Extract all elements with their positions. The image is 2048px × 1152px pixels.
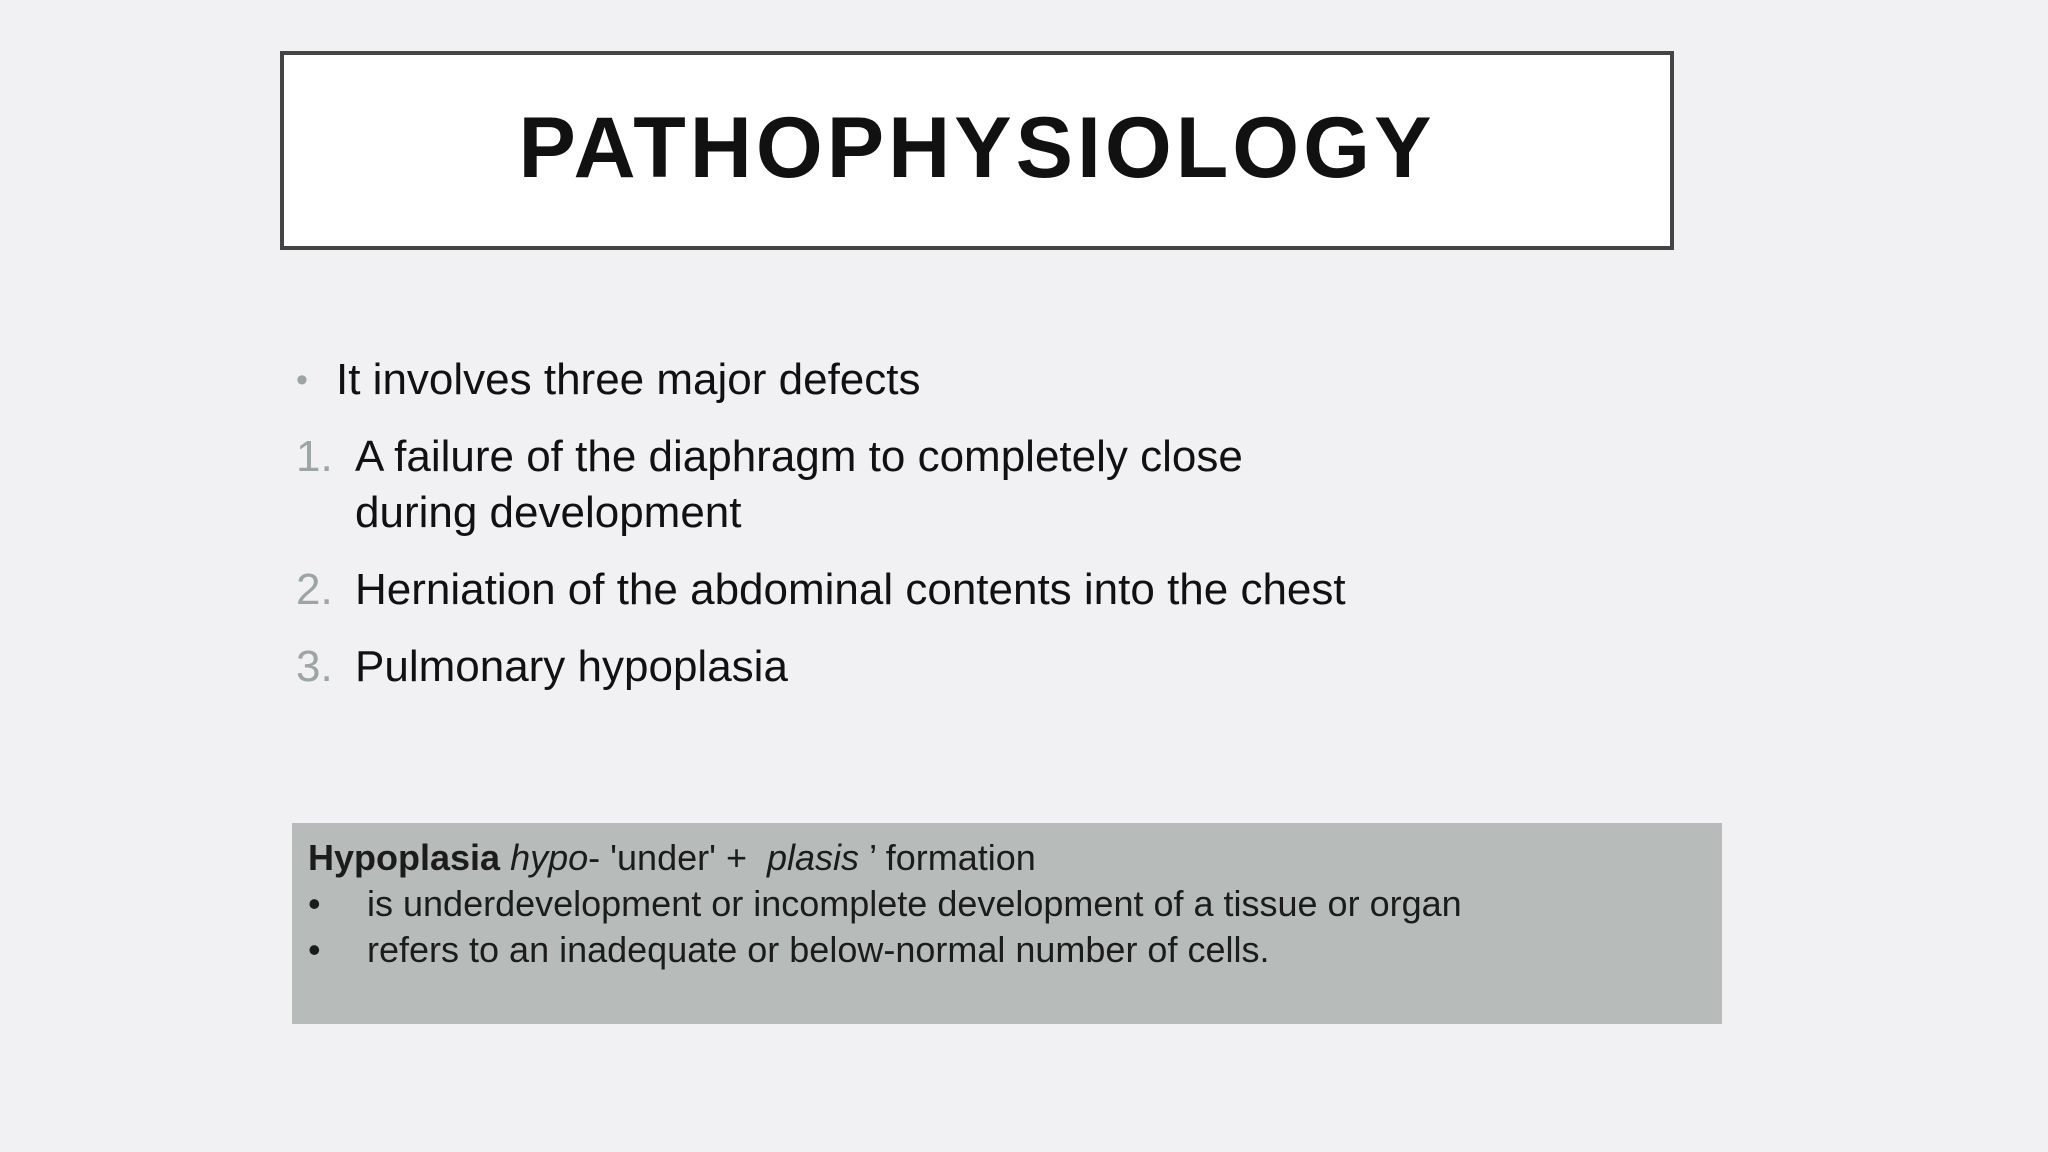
- defects-list: [296, 352, 1496, 695]
- definition-term: Hypoplasia: [308, 837, 501, 878]
- defect-item-2: [296, 562, 1496, 618]
- definition-box: [292, 823, 1722, 1024]
- defect-item-1: [296, 429, 1496, 541]
- definition-prefix-meaning: - 'under' +: [588, 837, 757, 878]
- definition-suffix-meaning: ’ formation: [859, 837, 1036, 878]
- defect-text-3: Pulmonary hypoplasia: [355, 642, 788, 691]
- defect-number-3: 3.: [296, 642, 333, 691]
- intro-text: It involves three major defects: [336, 355, 921, 404]
- definition-suffix: plasis: [767, 837, 860, 878]
- defect-number-1: 1.: [296, 432, 333, 481]
- defect-text-1-line-1: A failure of the diaphragm to completely close: [355, 432, 1243, 481]
- title-box: [280, 51, 1674, 250]
- definition-point-2: [308, 927, 1706, 973]
- definition-bullet-2: •: [308, 929, 321, 970]
- definition-point-1: [308, 881, 1706, 927]
- definition-point-2-text: refers to an inadequate or below-normal number of cells.: [367, 929, 1270, 970]
- defect-text-1: [296, 429, 1496, 541]
- defect-text-1-line-2: during development: [355, 488, 742, 537]
- definition-prefix: hypo: [510, 837, 589, 878]
- definition-bullet-1: •: [308, 883, 321, 924]
- defect-number-2: 2.: [296, 565, 333, 614]
- definition-heading: [308, 835, 1706, 881]
- bullet-marker: •: [296, 361, 308, 399]
- definition-point-1-text: is underdevelopment or incomplete development of a tissue or organ: [367, 883, 1462, 924]
- intro-bullet-item: [296, 352, 1496, 408]
- slide-title: PATHOPHYSIOLOGY: [518, 100, 1436, 196]
- defect-item-3: [296, 639, 1496, 695]
- defect-text-2: Herniation of the abdominal contents into the chest: [355, 565, 1346, 614]
